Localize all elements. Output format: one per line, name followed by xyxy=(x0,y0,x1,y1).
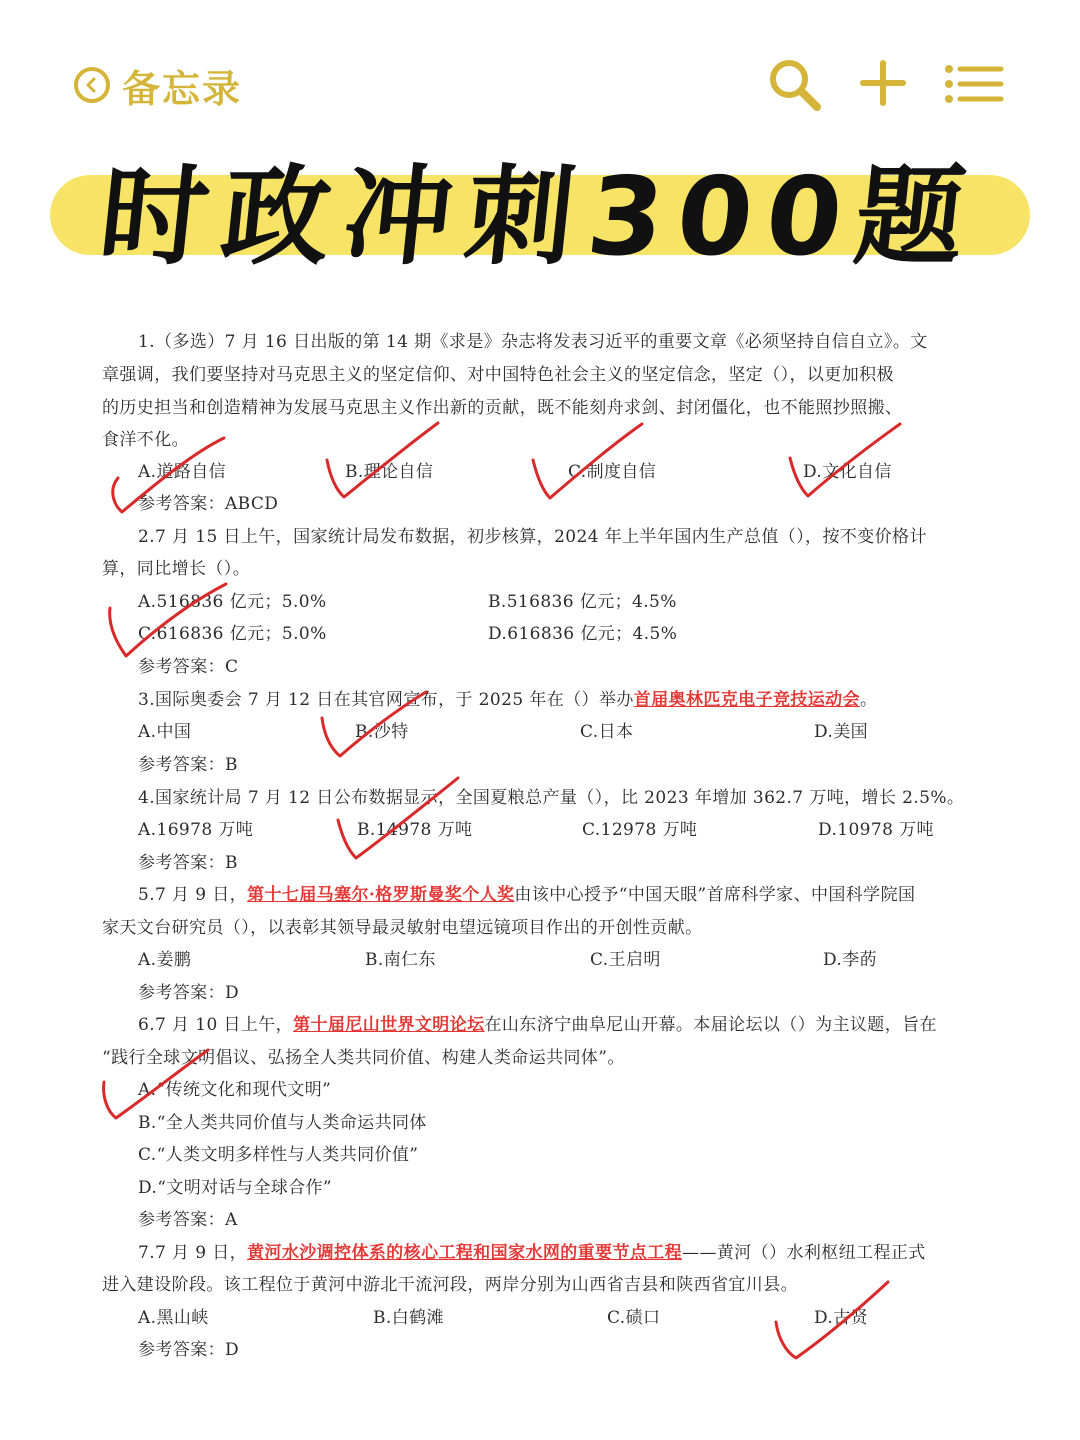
q7-option-b: B.白鹤滩 xyxy=(373,1308,444,1328)
q6-option-d: D.“文明对话与全球合作” xyxy=(138,1178,333,1198)
q5-answer: 参考答案：D xyxy=(138,983,240,1003)
chevron-left-icon xyxy=(74,67,110,103)
q1-option-c: C.制度自信 xyxy=(568,462,657,482)
q6-line2: “践行全球文明倡议、弘扬全人类共同价值、构建人类命运共同体”。 xyxy=(102,1048,625,1068)
q7-line1-text: 7.7 月 9 日， xyxy=(138,1243,248,1263)
q2-option-c: C.616836 亿元；5.0% xyxy=(138,624,327,644)
q7-answer: 参考答案：D xyxy=(138,1340,240,1360)
q2-answer: 参考答案：C xyxy=(138,657,239,677)
q6-line1-end: 在山东济宁曲阜尼山开幕。本届论坛以（）为主议题，旨在 xyxy=(484,1015,937,1035)
q1-line3: 的历史担当和创造精神为发展马克思主义作出新的贡献，既不能刻舟求剑、封闭僵化，也不能照抄照搬、 xyxy=(102,398,903,418)
page-title: 时政冲刺300题 xyxy=(93,155,985,280)
plus-icon[interactable] xyxy=(860,60,906,110)
q1-line1: 1.（多选）7 月 16 日出版的第 14 期《求是》杂志将发表习近平的重要文章《必须坚持自信自立》。文 xyxy=(138,332,928,352)
q5-line2: 家天文台研究员（），以表彰其领导最灵敏射电望远镜项目作出的开创性贡献。 xyxy=(102,918,703,938)
q1-answer: 参考答案：ABCD xyxy=(138,494,279,514)
q6-highlight: 第十届尼山世界文明论坛 xyxy=(293,1015,485,1035)
q5-line1-end: 由该中心授予“中国天眼”首席科学家、中国科学院国 xyxy=(514,885,916,905)
title-banner xyxy=(40,135,1040,280)
q4-line1: 4.国家统计局 7 月 12 日公布数据显示，全国夏粮总产量（），比 2023 年增加 362.7 万吨，增长 2.5%。 xyxy=(138,788,965,808)
q1-option-a: A.道路自信 xyxy=(138,462,227,482)
q2-option-b: B.516836 亿元；4.5% xyxy=(488,592,677,612)
q5-line1 xyxy=(138,880,915,905)
q7-line2: 进入建设阶段。该工程位于黄河中游北干流河段，两岸分别为山西省吉县和陕西省宜川县。 xyxy=(102,1275,798,1295)
q3-line1-text: 3.国际奥委会 7 月 12 日在其官网宣布，于 2025 年在（）举办 xyxy=(138,690,634,710)
q5-line1-text: 5.7 月 9 日， xyxy=(138,885,248,905)
q1-line4: 食洋不化。 xyxy=(102,430,189,450)
q3-option-a: A.中国 xyxy=(138,722,192,742)
q1-option-b: B.理论自信 xyxy=(345,462,434,482)
q2-option-d: D.616836 亿元；4.5% xyxy=(488,624,678,644)
q3-answer: 参考答案：B xyxy=(138,755,238,775)
q2-option-a: A.516836 亿元；5.0% xyxy=(138,592,327,612)
q3-option-d: D.美国 xyxy=(814,722,869,742)
q5-option-c: C.王启明 xyxy=(590,950,661,970)
q7-line1 xyxy=(138,1238,926,1263)
q3-line1 xyxy=(138,685,877,710)
q7-option-c: C.碛口 xyxy=(607,1308,661,1328)
q3-option-b: B.沙特 xyxy=(355,722,409,742)
top-bar xyxy=(0,0,1080,140)
q6-line1 xyxy=(138,1010,937,1035)
q1-line2: 章强调，我们要坚持对马克思主义的坚定信仰、对中国特色社会主义的坚定信念，坚定（），以更加积极 xyxy=(102,365,894,385)
q2-line1: 2.7 月 15 日上午，国家统计局发布数据，初步核算，2024 年上半年国内生产总值（），按不变价格计 xyxy=(138,527,927,547)
list-icon[interactable] xyxy=(944,64,1004,108)
q6-option-c: C.“人类文明多样性与人类共同价值” xyxy=(138,1145,419,1165)
q6-line1-text: 6.7 月 10 日上午， xyxy=(138,1015,294,1035)
q3-line1-end: 。 xyxy=(859,690,878,710)
q4-option-c: C.12978 万吨 xyxy=(582,820,698,840)
q7-highlight: 黄河水沙调控体系的核心工程和国家水网的重要节点工程 xyxy=(247,1243,683,1263)
q7-option-a: A.黑山峡 xyxy=(138,1308,209,1328)
search-icon[interactable] xyxy=(766,56,824,118)
q4-answer: 参考答案：B xyxy=(138,853,238,873)
back-button[interactable] xyxy=(74,60,242,110)
q5-option-b: B.南仁东 xyxy=(365,950,436,970)
back-label: 备忘录 xyxy=(122,66,243,111)
q4-option-b: B.14978 万吨 xyxy=(357,820,473,840)
q2-line2: 算，同比增长（）。 xyxy=(102,559,251,579)
q6-option-b: B.“全人类共同价值与人类命运共同体 xyxy=(138,1113,427,1133)
q3-highlight: 首届奥林匹克电子竞技运动会 xyxy=(633,690,860,710)
q5-option-d: D.李菂 xyxy=(823,950,878,970)
q7-line1-end: ——黄河（）水利枢纽工程正式 xyxy=(682,1243,926,1263)
q6-answer: 参考答案：A xyxy=(138,1210,238,1230)
q4-option-a: A.16978 万吨 xyxy=(138,820,254,840)
q5-highlight: 第十七届马塞尔·格罗斯曼奖个人奖 xyxy=(247,885,515,905)
q3-option-c: C.日本 xyxy=(580,722,634,742)
q5-option-a: A.姜鹏 xyxy=(138,950,192,970)
q7-option-d: D.古贤 xyxy=(814,1308,869,1328)
q4-option-d: D.10978 万吨 xyxy=(818,820,934,840)
q1-option-d: D.文化自信 xyxy=(803,462,892,482)
q6-option-a: A.“传统文化和现代文明” xyxy=(138,1080,332,1100)
